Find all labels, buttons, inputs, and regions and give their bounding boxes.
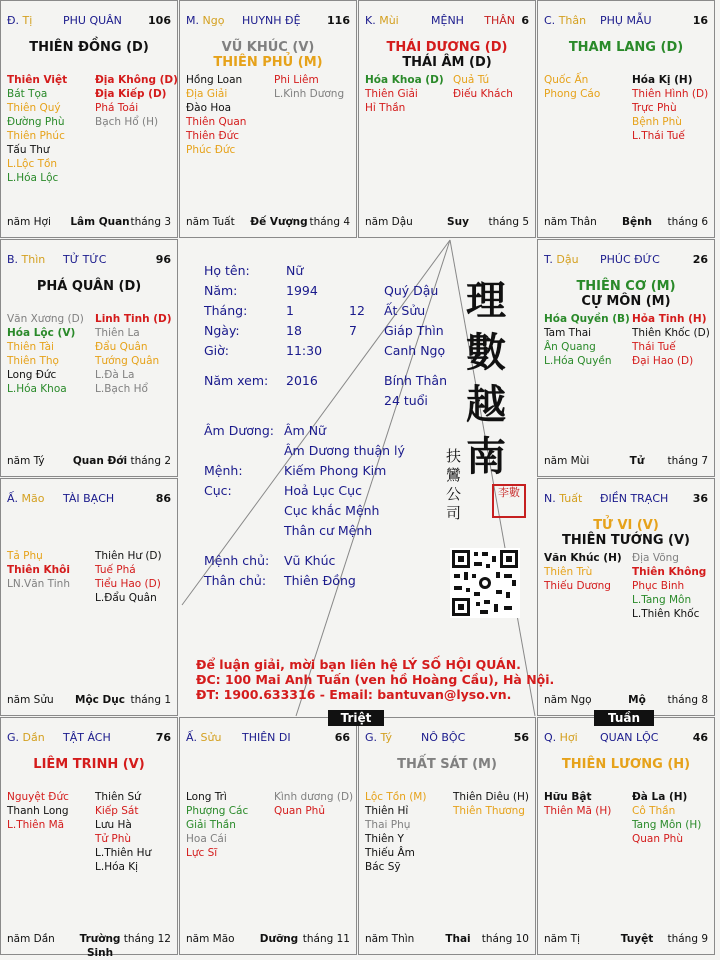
minor-star: Quan Phù bbox=[632, 833, 683, 845]
palace-year: năm Hợi bbox=[7, 216, 51, 228]
palace-branch: Thân bbox=[558, 14, 587, 27]
main-star: THÁI ÂM (D) bbox=[402, 55, 492, 70]
month-can: Ất Sửu bbox=[384, 303, 426, 318]
minor-star: Thiên Không bbox=[632, 566, 707, 578]
palace-branch: Ngọ bbox=[202, 14, 225, 27]
palace-age: 46 bbox=[692, 731, 708, 744]
minor-star: Thiếu Dương bbox=[544, 580, 611, 592]
palace-stem: B. bbox=[7, 253, 19, 266]
palace-age: 6 bbox=[521, 14, 529, 27]
main-star: VŨ KHÚC (V) bbox=[221, 40, 315, 55]
minor-star: Thiên La bbox=[95, 327, 140, 339]
minor-star: L.Thiên Khốc bbox=[632, 608, 700, 620]
minor-star: L.Hóa Quyền bbox=[544, 355, 612, 367]
palace-stage: Mộc Dục bbox=[75, 694, 125, 706]
palace-stage: Mộ bbox=[628, 694, 646, 706]
palace-name: TẬT ÁCH bbox=[63, 731, 111, 744]
palace-year: năm Dậu bbox=[365, 216, 413, 228]
palace-branch: Dần bbox=[22, 731, 45, 744]
minor-star: L.Hóa Kị bbox=[95, 861, 139, 873]
minor-star: Đường Phù bbox=[7, 116, 65, 128]
minor-star: Thiên Thọ bbox=[7, 355, 59, 367]
contact-line-3: ĐT: 1900.633316 - Email: bantuvan@lyso.vn. bbox=[196, 687, 512, 702]
amduong-label: Âm Dương: bbox=[204, 423, 274, 438]
palace-month: tháng 12 bbox=[123, 933, 171, 945]
palace-age: 96 bbox=[155, 253, 171, 266]
palace-month: tháng 7 bbox=[667, 455, 708, 467]
palace-name: PHU QUÂN bbox=[63, 14, 122, 27]
palace-than-marker: THÂN bbox=[484, 14, 515, 27]
palace-stage: Tử bbox=[629, 455, 645, 467]
cuc-value3: Thân cư Mệnh bbox=[284, 523, 373, 538]
qr-code-icon bbox=[450, 548, 520, 618]
contact-info bbox=[196, 657, 554, 702]
minor-star: Đào Hoa bbox=[186, 102, 232, 114]
minor-star: L.Đà La bbox=[95, 369, 135, 381]
minor-star: Bát Tọa bbox=[7, 88, 48, 100]
minor-star: L.Thiên Hư bbox=[95, 847, 152, 859]
palace-stem: Q. bbox=[544, 731, 557, 744]
palace-age: 56 bbox=[513, 731, 529, 744]
palace-month: tháng 10 bbox=[481, 933, 529, 945]
minor-star: L.Kình Dương bbox=[274, 88, 345, 100]
month-lunar: 12 bbox=[349, 303, 365, 318]
minor-star: Thai Phụ bbox=[365, 819, 411, 831]
minor-star: Thiên Hình (D) bbox=[632, 88, 709, 100]
main-star: THIÊN ĐỒNG (D) bbox=[29, 40, 149, 55]
palace-stem: K. bbox=[365, 14, 376, 27]
palace-branch: Mão bbox=[21, 492, 45, 505]
minor-star: Kiếp Sát bbox=[95, 805, 139, 817]
minor-star: Tiểu Hao (D) bbox=[95, 578, 161, 590]
palace-branch: Tị bbox=[22, 14, 33, 27]
palace-age: 36 bbox=[692, 492, 708, 505]
minor-star: Tấu Thư bbox=[7, 144, 50, 156]
palace-branch: Dậu bbox=[556, 253, 579, 266]
minor-star: Tả Phụ bbox=[7, 550, 43, 562]
palace-month: tháng 6 bbox=[667, 216, 708, 228]
minor-star: Thiên Giải bbox=[365, 88, 418, 100]
palace-year: năm Ngọ bbox=[544, 694, 592, 706]
palace-year: năm Tý bbox=[7, 455, 45, 467]
minor-star: Tang Môn (H) bbox=[632, 819, 702, 831]
minor-star: Địa Không (D) bbox=[95, 74, 178, 86]
minor-star: L.Lộc Tồn bbox=[7, 158, 58, 170]
day-solar: 18 bbox=[286, 323, 302, 338]
minor-star: Thiên Việt bbox=[7, 74, 68, 86]
minor-star: Phá Toái bbox=[95, 102, 139, 114]
year-label: Năm: bbox=[204, 283, 238, 298]
minor-star: Văn Xương (D) bbox=[7, 313, 84, 325]
minor-star: L.Hóa Lộc bbox=[7, 172, 59, 184]
minor-star: Hóa Kị (H) bbox=[632, 74, 693, 86]
minor-star: Địa Kiếp (D) bbox=[95, 88, 167, 100]
palace-stage: Thai bbox=[445, 933, 471, 945]
minor-star: Phúc Đức bbox=[186, 144, 236, 156]
minor-star: L.Tang Môn bbox=[632, 594, 692, 606]
main-star: THAM LANG (D) bbox=[568, 40, 684, 55]
palace-age: 26 bbox=[692, 253, 708, 266]
main-star: PHÁ QUÂN (D) bbox=[36, 279, 142, 294]
minor-star: Lực Sĩ bbox=[186, 847, 218, 859]
palace-name: HUYNH ĐỆ bbox=[242, 14, 301, 27]
palace-name: MỆNH bbox=[431, 14, 464, 27]
tuan-tag: Tuần bbox=[594, 710, 654, 726]
minor-star: Giải Thần bbox=[186, 819, 236, 831]
red-seal: 李數 bbox=[492, 484, 526, 518]
day-lunar: 7 bbox=[349, 323, 357, 338]
minor-star: L.Bạch Hổ bbox=[95, 383, 148, 395]
palace-month: tháng 11 bbox=[302, 933, 350, 945]
year-can: Quý Dậu bbox=[384, 283, 439, 298]
minor-star: Hỏa Tinh (H) bbox=[632, 313, 707, 325]
minor-star: Địa Giải bbox=[186, 88, 228, 100]
triet-tag: Triệt bbox=[328, 710, 384, 726]
palace-name: THIÊN DI bbox=[242, 731, 291, 744]
palace-stem: C. bbox=[544, 14, 556, 27]
minor-star: Phượng Các bbox=[186, 805, 249, 817]
main-star: THIÊN CƠ (M) bbox=[576, 279, 676, 294]
palace-year: năm Thìn bbox=[365, 933, 415, 945]
main-star: THIÊN LƯƠNG (H) bbox=[561, 757, 691, 772]
minor-star: Ân Quang bbox=[544, 341, 596, 353]
thanchu-label: Thân chủ: bbox=[204, 573, 267, 588]
minor-star: Tuế Phá bbox=[95, 564, 136, 576]
name-value: Nữ bbox=[286, 263, 304, 278]
minor-star: Thái Tuế bbox=[632, 341, 676, 353]
contact-line-1: Để luận giải, mời bạn liên hệ LÝ SỐ HỘI QUÁN. bbox=[196, 657, 521, 672]
palace-stage: Lâm Quan bbox=[70, 216, 130, 228]
palace-month: tháng 4 bbox=[309, 216, 350, 228]
minor-star: Nguyệt Đức bbox=[7, 791, 69, 803]
minor-star: Văn Khúc (H) bbox=[544, 552, 622, 564]
contact-line-2: ĐC: 100 Mai Anh Tuấn (ven hồ Hoàng Cầu), Hà Nội. bbox=[196, 672, 555, 687]
minor-star: Thiên Diêu (H) bbox=[453, 791, 529, 803]
main-star: THIÊN PHỦ (M) bbox=[213, 55, 323, 70]
menh-label: Mệnh: bbox=[204, 463, 243, 478]
minor-star: Đẩu Quân bbox=[95, 341, 148, 353]
palace-year: năm Mão bbox=[186, 933, 235, 945]
minor-star: Lưu Hà bbox=[95, 819, 132, 831]
palace-stage: Quan Đới bbox=[72, 455, 128, 467]
palace-stage: Dưỡng bbox=[259, 933, 299, 945]
menhchu-label: Mệnh chủ: bbox=[204, 553, 270, 568]
palace-stem: G. bbox=[365, 731, 378, 744]
minor-star: Quốc Ấn bbox=[544, 74, 589, 86]
minor-star: Thiếu Âm bbox=[365, 847, 415, 859]
minor-star: Lộc Tồn (M) bbox=[365, 791, 427, 803]
palace-age: 16 bbox=[692, 14, 708, 27]
palace-age: 86 bbox=[155, 492, 171, 505]
minor-star: Thiên Hư (D) bbox=[95, 550, 162, 562]
palace-branch: Thìn bbox=[21, 253, 46, 266]
minor-star: Tướng Quân bbox=[95, 355, 160, 367]
palace-stem: N. bbox=[544, 492, 556, 505]
main-star: CỰ MÔN (M) bbox=[581, 294, 671, 309]
palace-stem: Ấ. bbox=[186, 731, 198, 744]
main-star: LIÊM TRINH (V) bbox=[33, 757, 145, 772]
thanchu-value: Thiên Đồng bbox=[284, 573, 356, 588]
hour-can: Canh Ngọ bbox=[384, 343, 446, 358]
palace-month: tháng 9 bbox=[667, 933, 708, 945]
palace-month: tháng 1 bbox=[130, 694, 171, 706]
month-solar: 1 bbox=[286, 303, 294, 318]
palace-month: tháng 3 bbox=[130, 216, 171, 228]
minor-star: Linh Tinh (D) bbox=[95, 313, 172, 325]
amduong-value: Âm Nữ bbox=[284, 423, 326, 438]
palace-stem: T. bbox=[544, 253, 553, 266]
cuc-value2: Cục khắc Mệnh bbox=[284, 503, 380, 518]
minor-star: Thiên Thương bbox=[453, 805, 525, 817]
minor-star: Tam Thai bbox=[544, 327, 592, 339]
palace-name: TỬ TỨC bbox=[63, 253, 107, 266]
minor-star: Phi Liêm bbox=[274, 74, 319, 86]
minor-star: L.Hóa Khoa bbox=[7, 383, 67, 395]
minor-star: Đại Hao (D) bbox=[632, 355, 694, 367]
name-label: Họ tên: bbox=[204, 263, 250, 278]
palace-name: TÀI BẠCH bbox=[63, 492, 115, 505]
minor-star: Điếu Khách bbox=[453, 88, 513, 100]
palace-name: PHỤ MẪU bbox=[600, 14, 652, 27]
palace-stage: Trường Sinh bbox=[79, 933, 121, 959]
vertical-caption: 扶鸞公司 bbox=[446, 447, 462, 522]
minor-star: Kình dương (D) bbox=[274, 791, 354, 803]
minor-star: Bạch Hổ (H) bbox=[95, 116, 159, 128]
menhchu-value: Vũ Khúc bbox=[284, 553, 336, 568]
main-star: THẤT SÁT (M) bbox=[397, 757, 497, 772]
minor-star: Thiên Mã (H) bbox=[544, 805, 612, 817]
palace-stem: M. bbox=[186, 14, 199, 27]
view-year-value: 2016 bbox=[286, 373, 318, 388]
minor-star: Thiên Y bbox=[365, 833, 404, 845]
minor-star: L.Thiên Mã bbox=[7, 819, 65, 831]
month-label: Tháng: bbox=[204, 303, 248, 318]
minor-star: Thiên Đức bbox=[186, 130, 240, 142]
palace-year: năm Sửu bbox=[7, 694, 54, 706]
day-label: Ngày: bbox=[204, 323, 240, 338]
main-star: TỬ VI (V) bbox=[593, 518, 659, 533]
minor-star: Hóa Khoa (D) bbox=[365, 74, 444, 86]
minor-star: Phục Binh bbox=[632, 580, 685, 592]
minor-star: Bác Sỹ bbox=[365, 861, 401, 873]
minor-star: Long Trì bbox=[186, 791, 227, 803]
year-value: 1994 bbox=[286, 283, 318, 298]
minor-star: Quan Phủ bbox=[274, 805, 325, 817]
minor-star: Thiên Sứ bbox=[95, 791, 141, 803]
minor-star: L.Đẩu Quân bbox=[95, 592, 157, 604]
cuc-value: Hoả Lục Cục bbox=[284, 483, 362, 498]
minor-star: Thiên Khôi bbox=[7, 564, 70, 576]
palace-month: tháng 8 bbox=[667, 694, 708, 706]
minor-star: Trực Phù bbox=[632, 102, 677, 114]
minor-star: Địa Võng bbox=[632, 552, 679, 564]
palace-age: 66 bbox=[334, 731, 350, 744]
palace-year: năm Mùi bbox=[544, 455, 590, 467]
minor-star: Thiên Hỉ bbox=[365, 805, 409, 817]
calligraphy-logo: 理數越南 bbox=[466, 277, 506, 480]
palace-month: tháng 2 bbox=[130, 455, 171, 467]
palace-stage: Bệnh bbox=[621, 216, 653, 228]
minor-star: Bệnh Phù bbox=[632, 116, 682, 128]
minor-star: Hỉ Thần bbox=[365, 102, 406, 114]
minor-star: L.Thái Tuế bbox=[632, 130, 685, 142]
minor-star: Quả Tú bbox=[453, 74, 490, 86]
minor-star: Tử Phù bbox=[95, 833, 132, 845]
minor-star: Đà La (H) bbox=[632, 791, 688, 803]
minor-star: Thiên Quan bbox=[186, 116, 247, 128]
palace-name: ĐIỀN TRẠCH bbox=[600, 492, 669, 505]
minor-star: Thanh Long bbox=[7, 805, 69, 817]
palace-age: 116 bbox=[327, 14, 350, 27]
minor-star: Thiên Quý bbox=[7, 102, 61, 114]
palace-age: 106 bbox=[148, 14, 171, 27]
hour-label: Giờ: bbox=[204, 343, 230, 358]
palace-year: năm Dần bbox=[7, 933, 55, 945]
palace-branch: Hợi bbox=[559, 731, 578, 744]
palace-year: năm Tị bbox=[544, 933, 580, 945]
main-star: THÁI DƯƠNG (D) bbox=[386, 40, 508, 55]
main-star: THIÊN TƯỚNG (V) bbox=[562, 533, 690, 548]
minor-star: Thiên Tài bbox=[7, 341, 54, 353]
palace-name: QUAN LỘC bbox=[600, 731, 659, 744]
hour-value: 11:30 bbox=[286, 343, 323, 358]
minor-star: Hoa Cái bbox=[186, 833, 227, 845]
minor-star: Thiên Khốc (D) bbox=[632, 327, 710, 339]
palace-branch: Sửu bbox=[200, 731, 222, 744]
day-can: Giáp Thìn bbox=[384, 323, 444, 338]
minor-star: Hồng Loan bbox=[186, 74, 243, 86]
minor-star: LN.Văn Tinh bbox=[7, 578, 70, 590]
palace-age: 76 bbox=[155, 731, 171, 744]
menh-value: Kiếm Phong Kim bbox=[284, 463, 387, 478]
age-value: 24 tuổi bbox=[384, 393, 428, 408]
palace-year: năm Tuất bbox=[186, 216, 235, 228]
minor-star: Thiên Trù bbox=[544, 566, 593, 578]
minor-star: Thiên Phúc bbox=[7, 130, 65, 142]
palace-stage: Tuyệt bbox=[620, 933, 654, 945]
minor-star: Hóa Quyền (B) bbox=[544, 313, 630, 325]
palace-stem: G. bbox=[7, 731, 20, 744]
palace-month: tháng 5 bbox=[488, 216, 529, 228]
minor-star: Hóa Lộc (V) bbox=[7, 327, 76, 339]
amduong-value2: Âm Dương thuận lý bbox=[284, 443, 405, 458]
palace-name: NÔ BỘC bbox=[421, 731, 466, 744]
minor-star: Phong Cáo bbox=[544, 88, 601, 100]
palace-branch: Tý bbox=[380, 731, 393, 744]
view-year-label: Năm xem: bbox=[204, 373, 269, 388]
minor-star: Cô Thần bbox=[632, 805, 676, 817]
palace-stem: Ấ. bbox=[7, 492, 19, 505]
palace-year: năm Thân bbox=[544, 216, 597, 228]
palace-stem: Đ. bbox=[7, 14, 20, 27]
minor-star: Hữu Bật bbox=[544, 791, 592, 803]
palace-stage: Suy bbox=[447, 216, 469, 228]
cuc-label: Cục: bbox=[204, 483, 232, 498]
view-year-can: Bính Thân bbox=[384, 373, 448, 388]
minor-star: Long Đức bbox=[7, 369, 57, 381]
palace-stage: Đế Vượng bbox=[250, 216, 308, 228]
palace-branch: Mùi bbox=[379, 14, 399, 27]
palace-name: PHÚC ĐỨC bbox=[600, 253, 660, 266]
palace-branch: Tuất bbox=[559, 492, 583, 505]
